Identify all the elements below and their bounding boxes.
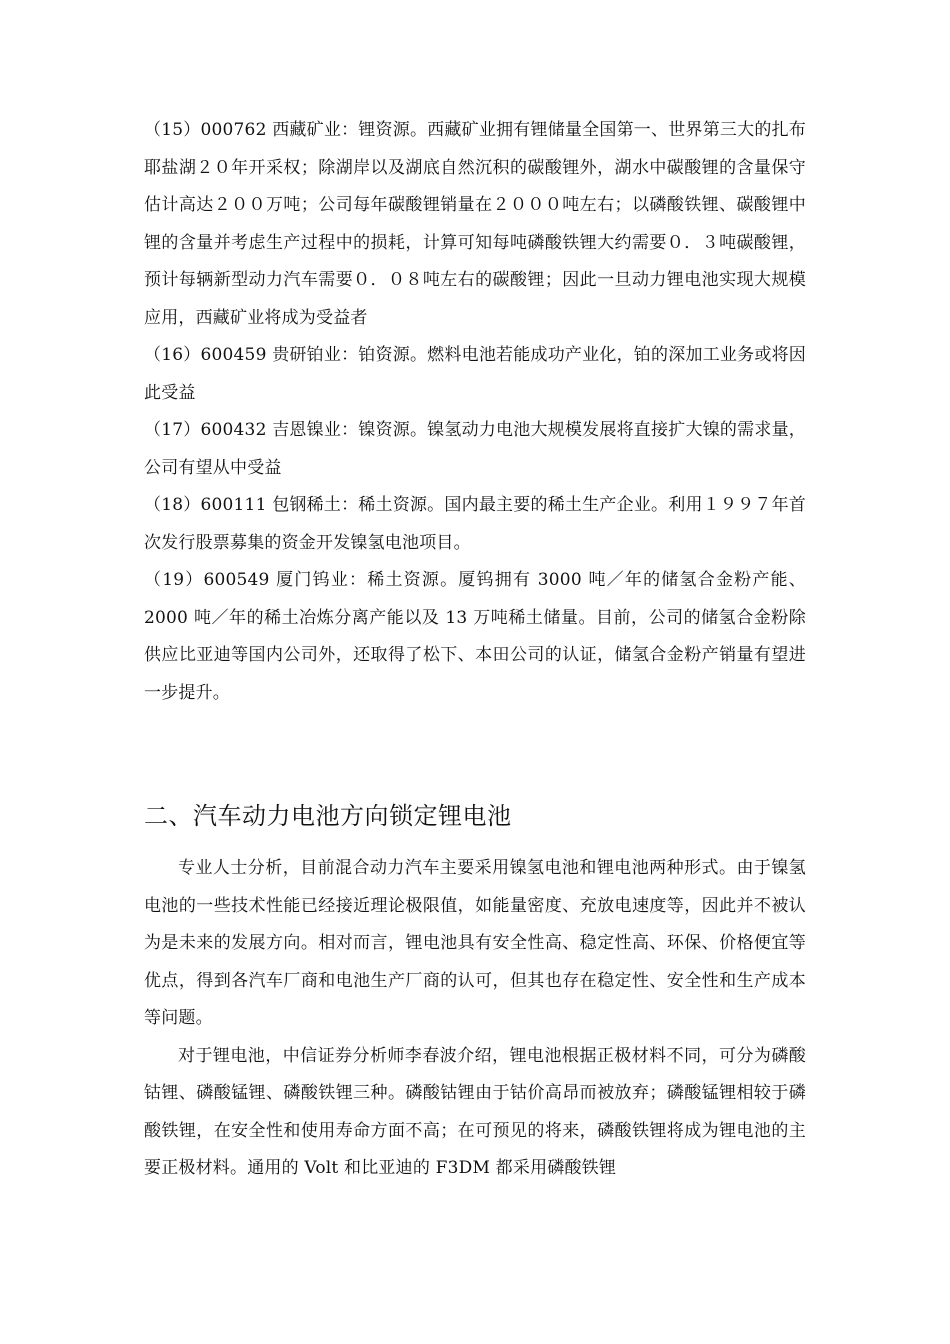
document-content — [144, 112, 806, 1188]
section-heading: 二、汽车动力电池方向锁定锂电池 — [144, 802, 512, 830]
list-item-19: （19）600549 厦门钨业：稀土资源。厦钨拥有 3000 吨／年的储氢合金粉产能、2000 吨／年的稀土冶炼分离产能以及 13 万吨稀土储量。目前，公司的储氢合金粉除供应比亚迪等国内公司外，还取得了松下、本田公司的认证，储氢合金粉产销量有望进一步提升。 — [144, 570, 806, 703]
list-item-17: （17）600432 吉恩镍业：镍资源。镍氢动力电池大规模发展将直接扩大镍的需求量，公司有望从中受益 — [144, 420, 806, 478]
body-paragraph: 专业人士分析，目前混合动力汽车主要采用镍氢电池和锂电池两种形式。由于镍氢电池的一些技术性能已经接近理论极限值，如能量密度、充放电速度等，因此并不被认为是未来的发展方向。相对而言，锂电池具有安全性高、稳定性高、环保、价格便宜等优点，得到各汽车厂商和电池生产厂商的认可，但其也存在稳定性、安全性和生产成本等问题。 — [144, 858, 806, 1028]
body-paragraph: 对于锂电池，中信证券分析师李春波介绍，锂电池根据正极材料不同，可分为磷酸钴锂、磷酸锰锂、磷酸铁锂三种。磷酸钴锂由于钴价高昂而被放弃；磷酸锰锂相较于磷酸铁锂，在安全性和使用寿命方面不高；在可预见的将来，磷酸铁锂将成为锂电池的主要正极材料。通用的 Volt 和比亚迪的 F3DM 都采用磷酸铁锂 — [144, 1045, 806, 1178]
list-item-18: （18）600111 包钢稀土：稀土资源。国内最主要的稀土生产企业。利用１９９７年首次发行股票募集的资金开发镍氢电池项目。 — [144, 495, 806, 553]
section-spacer — [144, 712, 806, 796]
list-item-15: （15）000762 西藏矿业：锂资源。西藏矿业拥有锂储量全国第一、世界第三大的扎布耶盐湖２０年开采权；除湖岸以及湖底自然沉积的碳酸锂外，湖水中碳酸锂的含量保守估计高达２００万吨；公司每年碳酸锂销量在２０００吨左右；以磷酸铁锂、碳酸锂中锂的含量并考虑生产过程中的损耗，计算可知每吨磷酸铁锂大约需要０．３吨碳酸锂，预计每辆新型动力汽车需要０．０８吨左右的碳酸锂；因此一旦动力锂电池实现大规模应用，西藏矿业将成为受益者 — [144, 120, 806, 328]
list-item-16: （16）600459 贵研铂业：铂资源。燃料电池若能成功产业化，铂的深加工业务或将因此受益 — [144, 345, 806, 403]
